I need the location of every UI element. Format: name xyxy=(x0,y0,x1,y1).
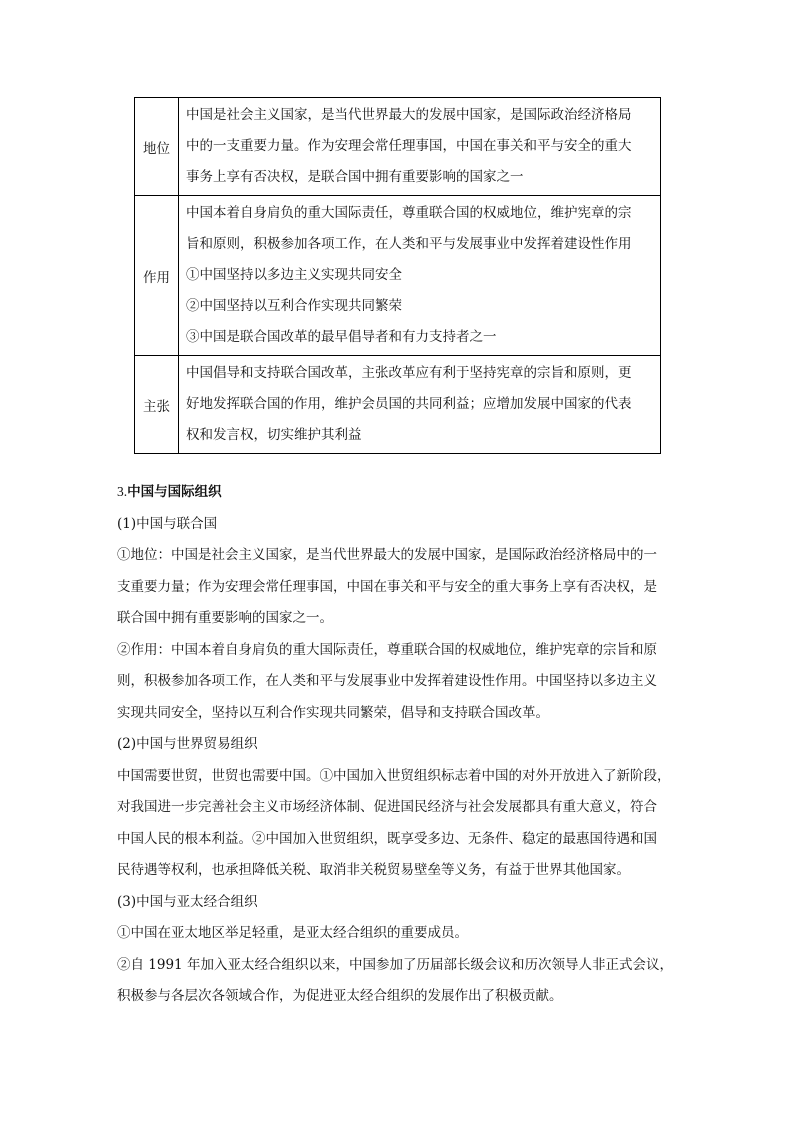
paragraph-line: 支重要力量；作为安理会常任理事国，中国在事关和平与安全的重大事务上享有否决权，是 xyxy=(117,578,657,595)
paragraph-line: 对我国进一步完善社会主义市场经济体制、促进国民经济与社会发展都具有重大意义，符合 xyxy=(117,799,657,815)
section-title-text: 中国与国际组织 xyxy=(127,484,222,500)
text-line: 中的一支重要力量。作为安理会常任理事国，中国在事关和平与安全的重大 xyxy=(186,138,632,154)
paragraph-line: ②作用：中国本着自身肩负的重大国际责任，尊重联合国的权威地位，维护宪章的宗旨和原 xyxy=(117,641,657,658)
paragraph-line: 联合国中拥有重要影响的国家之一。 xyxy=(117,610,333,626)
row-label: 作用 xyxy=(135,196,179,356)
paragraph-line: 积极参与各层次各领域合作，为促进亚太经合组织的发展作出了积极贡献。 xyxy=(117,988,563,1004)
text-line: 中国是社会主义国家，是当代世界最大的发展中国家，是国际政治经济格局 xyxy=(186,107,632,123)
text-line: 中国本着自身肩负的重大国际责任，尊重联合国的权威地位，维护宪章的宗 xyxy=(186,205,632,221)
china-un-table xyxy=(134,97,661,454)
paragraph-line: 中国人民的根本利益。②中国加入世贸组织，既享受多边、无条件、稳定的最惠国待遇和国 xyxy=(117,830,657,847)
paragraph-line: ②自 1991 年加入亚太经合组织以来，中国参加了历届部长级会议和历次领导人非正式会议， xyxy=(117,956,673,973)
paragraph-line: 中国需要世贸，世贸也需要中国。①中国加入世贸组织标志着中国的对外开放进入了新阶段， xyxy=(117,767,671,784)
text-line: ③中国是联合国改革的最早倡导者和有力支持者之一 xyxy=(186,329,497,345)
text-line: 权和发言权，切实维护其利益 xyxy=(186,427,362,443)
table-row-status xyxy=(135,98,661,196)
text-line: 旨和原则，积极参加各项工作，在人类和平与发展事业中发挥着建设性作用 xyxy=(186,236,632,252)
row-content xyxy=(179,196,661,356)
row-label: 地位 xyxy=(135,98,179,196)
subheading: (3)中国与亚太经合组织 xyxy=(117,893,258,910)
paragraph-line: 民待遇等权利，也承担降低关税、取消非关税贸易壁垒等义务，有益于世界其他国家。 xyxy=(117,862,630,878)
paragraph-line: ①地位：中国是社会主义国家，是当代世界最大的发展中国家，是国际政治经济格局中的一 xyxy=(117,547,657,563)
section-number: 3. xyxy=(117,484,128,499)
section-body xyxy=(117,476,683,1013)
text-line: ①中国坚持以多边主义实现共同安全 xyxy=(186,267,402,283)
row-label: 主张 xyxy=(135,356,179,454)
table-row-position xyxy=(135,356,661,454)
row-content xyxy=(179,98,661,196)
paragraph-line: ①中国在亚太地区举足轻重，是亚太经合组织的重要成员。 xyxy=(117,925,468,941)
subheading: (2)中国与世界贸易组织 xyxy=(117,736,258,752)
table-row-role xyxy=(135,196,661,356)
paragraph-line: 则，积极参加各项工作，在人类和平与发展事业中发挥着建设性作用。中国坚持以多边主义 xyxy=(117,673,657,689)
text-line: 好地发挥联合国的作用，维护会员国的共同利益；应增加发展中国家的代表 xyxy=(186,396,632,412)
text-line: ②中国坚持以互利合作实现共同繁荣 xyxy=(186,298,402,314)
text-line: 事务上享有否决权，是联合国中拥有重要影响的国家之一 xyxy=(186,169,524,185)
subheading: (1)中国与联合国 xyxy=(117,515,218,532)
section-title xyxy=(117,476,683,509)
row-content xyxy=(179,356,661,454)
paragraph-line: 实现共同安全，坚持以互利合作实现共同繁荣，倡导和支持联合国改革。 xyxy=(117,704,549,721)
text-line: 中国倡导和支持联合国改革，主张改革应有利于坚持宪章的宗旨和原则，更 xyxy=(186,365,632,381)
